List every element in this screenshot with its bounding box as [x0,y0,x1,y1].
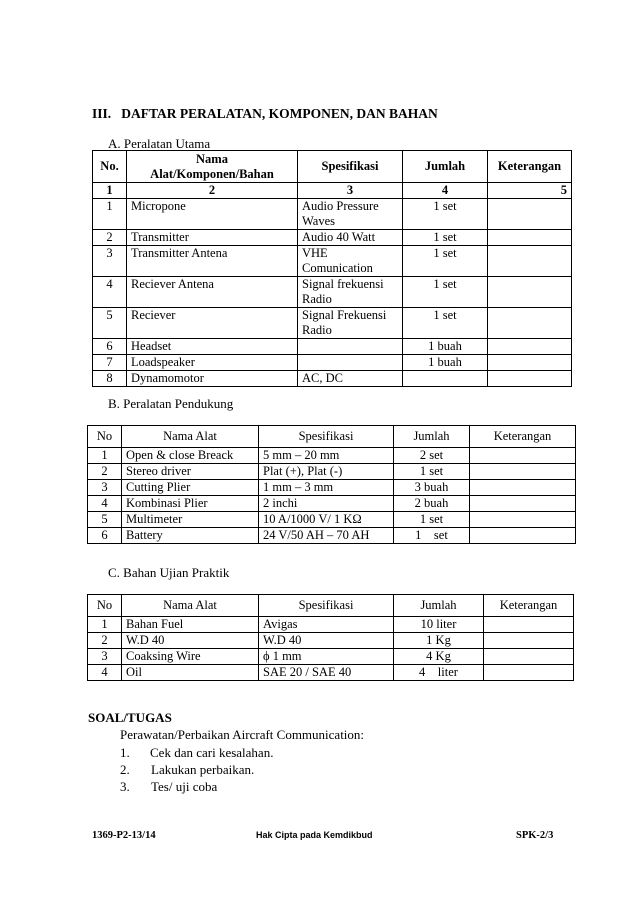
cell-keterangan [470,480,576,496]
cell-nama: Cutting Plier [122,480,259,496]
cell-keterangan [488,339,572,355]
cell-nama: W.D 40 [122,633,259,649]
cell-keterangan [484,617,574,633]
cell-jumlah: 2 buah [394,496,470,512]
cell-spesifikasi [298,355,403,371]
cell-jumlah: 1 buah [403,355,488,371]
cell-jumlah: 4 Kg [394,649,484,665]
cell-jumlah: 1 set [394,528,470,544]
cell-spesifikasi: AC, DC [298,371,403,387]
cell-nama: Kombinasi Plier [122,496,259,512]
table-bahan-ujian [87,594,574,681]
cell-nama: Stereo driver [122,464,259,480]
cell-jumlah: 1 set [403,308,488,339]
table-row [93,230,572,246]
soal-title: SOAL/TUGAS [88,710,172,725]
cell-spesifikasi: Avigas [259,617,394,633]
table-row [93,339,572,355]
header-keterangan: Keterangan [484,595,574,617]
section-c-title: C. Bahan Ujian Praktik [108,565,230,580]
cell-keterangan [470,496,576,512]
cell-no: 4 [93,277,127,308]
cell-spesifikasi: Signal Frekuensi Radio [298,308,403,339]
numbering-row [93,183,572,199]
cell-jumlah: 1 set [403,199,488,230]
table-header-row [88,595,574,617]
table-row [88,617,574,633]
table-row [88,528,576,544]
header-jumlah: Jumlah [394,595,484,617]
header-spesifikasi: Spesifikasi [298,151,403,183]
cell-nama: Reciever Antena [127,277,298,308]
item-number: 2. [120,762,130,777]
cell-no: 2 [88,633,122,649]
cell-spesifikasi: SAE 20 / SAE 40 [259,665,394,681]
cell-no: 6 [88,528,122,544]
num-cell: 1 [93,183,127,199]
table-row [93,277,572,308]
cell-keterangan [488,277,572,308]
cell-no: 3 [93,246,127,277]
cell-spesifikasi: VHE Comunication [298,246,403,277]
cell-nama: Transmitter [127,230,298,246]
table-row [88,464,576,480]
cell-nama: Open & close Breack [122,448,259,464]
num-cell: 2 [127,183,298,199]
table-header-row [93,151,572,183]
list-item [120,744,273,761]
cell-jumlah: 2 set [394,448,470,464]
header-nama: Nama Alat [122,595,259,617]
cell-spesifikasi: W.D 40 [259,633,394,649]
cell-jumlah: 1 set [403,277,488,308]
cell-keterangan [484,633,574,649]
cell-jumlah: 3 buah [394,480,470,496]
soal-list [120,744,273,795]
cell-jumlah: 4 liter [394,665,484,681]
table-row [88,448,576,464]
cell-no: 1 [88,617,122,633]
item-number: 1. [120,745,130,760]
cell-nama: Headset [127,339,298,355]
cell-nama: Oil [122,665,259,681]
item-text: Tes/ uji coba [151,779,218,794]
cell-no: 2 [88,464,122,480]
table-peralatan-pendukung [87,425,576,544]
list-item [120,761,273,778]
header-no: No [88,426,122,448]
cell-no: 1 [88,448,122,464]
cell-spesifikasi: Plat (+), Plat (-) [259,464,394,480]
header-jumlah: Jumlah [394,426,470,448]
cell-jumlah: 1 set [394,464,470,480]
cell-no: 4 [88,496,122,512]
cell-spesifikasi: 24 V/50 AH – 70 AH [259,528,394,544]
cell-nama: Micropone [127,199,298,230]
cell-spesifikasi: 10 A/1000 V/ 1 KΩ [259,512,394,528]
cell-nama: Multimeter [122,512,259,528]
cell-spesifikasi: Audio 40 Watt [298,230,403,246]
cell-jumlah: 1 set [403,246,488,277]
footer-center: Hak Cipta pada Kemdikbud [256,830,373,840]
cell-spesifikasi: Signal frekuensi Radio [298,277,403,308]
cell-jumlah [403,371,488,387]
header-jumlah: Jumlah [403,151,488,183]
header-no: No. [93,151,127,183]
footer-right: SPK-2/3 [516,830,554,841]
table-header-row [88,426,576,448]
header-nama: Nama Alat [122,426,259,448]
num-cell: 4 [403,183,488,199]
cell-no: 2 [93,230,127,246]
cell-no: 1 [93,199,127,230]
cell-jumlah: 1 set [403,230,488,246]
section-b-title: B. Peralatan Pendukung [108,396,234,411]
table-row [93,308,572,339]
table-row [88,512,576,528]
header-spesifikasi: Spesifikasi [259,595,394,617]
list-item [120,778,273,795]
cell-keterangan [470,528,576,544]
cell-no: 5 [88,512,122,528]
cell-nama: Transmitter Antena [127,246,298,277]
table-row [88,649,574,665]
cell-no: 4 [88,665,122,681]
header-nama: Nama Alat/Komponen/Bahan [127,151,298,183]
cell-nama: Battery [122,528,259,544]
cell-keterangan [488,308,572,339]
footer-left: 1369-P2-13/14 [92,830,156,841]
num-cell: 3 [298,183,403,199]
table-row [93,355,572,371]
cell-keterangan [484,649,574,665]
cell-keterangan [488,355,572,371]
cell-keterangan [484,665,574,681]
item-text: Cek dan cari kesalahan. [150,745,274,760]
table-row [93,371,572,387]
cell-spesifikasi: ϕ 1 mm [259,649,394,665]
soal-subtitle: Perawatan/Perbaikan Aircraft Communication: [120,727,365,742]
cell-nama: Dynamomotor [127,371,298,387]
cell-jumlah: 10 liter [394,617,484,633]
cell-nama: Loadspeaker [127,355,298,371]
cell-keterangan [488,199,572,230]
cell-nama: Coaksing Wire [122,649,259,665]
cell-keterangan [470,464,576,480]
header-no: No [88,595,122,617]
table-peralatan-utama [92,150,572,387]
table-row [93,246,572,277]
table-row [93,199,572,230]
cell-spesifikasi: 1 mm – 3 mm [259,480,394,496]
cell-keterangan [488,371,572,387]
cell-no: 3 [88,649,122,665]
cell-spesifikasi: 5 mm – 20 mm [259,448,394,464]
cell-keterangan [488,246,572,277]
header-keterangan: Keterangan [470,426,576,448]
header-keterangan: Keterangan [488,151,572,183]
item-number: 3. [120,779,130,794]
cell-no: 7 [93,355,127,371]
cell-no: 5 [93,308,127,339]
num-cell: 5 [488,183,572,199]
cell-jumlah: 1 buah [403,339,488,355]
cell-nama: Reciever [127,308,298,339]
table-row [88,480,576,496]
table-row [88,633,574,649]
table-row [88,665,574,681]
header-spesifikasi: Spesifikasi [259,426,394,448]
cell-keterangan [470,512,576,528]
cell-no: 8 [93,371,127,387]
section-a-title: A. Peralatan Utama [108,136,211,151]
cell-keterangan [470,448,576,464]
table-row [88,496,576,512]
cell-spesifikasi: 2 inchi [259,496,394,512]
cell-spesifikasi: Audio Pressure Waves [298,199,403,230]
section-heading: III. DAFTAR PERALATAN, KOMPONEN, DAN BAHAN [92,106,438,121]
cell-no: 3 [88,480,122,496]
cell-jumlah: 1 set [394,512,470,528]
cell-nama: Bahan Fuel [122,617,259,633]
cell-keterangan [488,230,572,246]
cell-spesifikasi [298,339,403,355]
cell-jumlah: 1 Kg [394,633,484,649]
cell-no: 6 [93,339,127,355]
item-text: Lakukan perbaikan. [151,762,255,777]
